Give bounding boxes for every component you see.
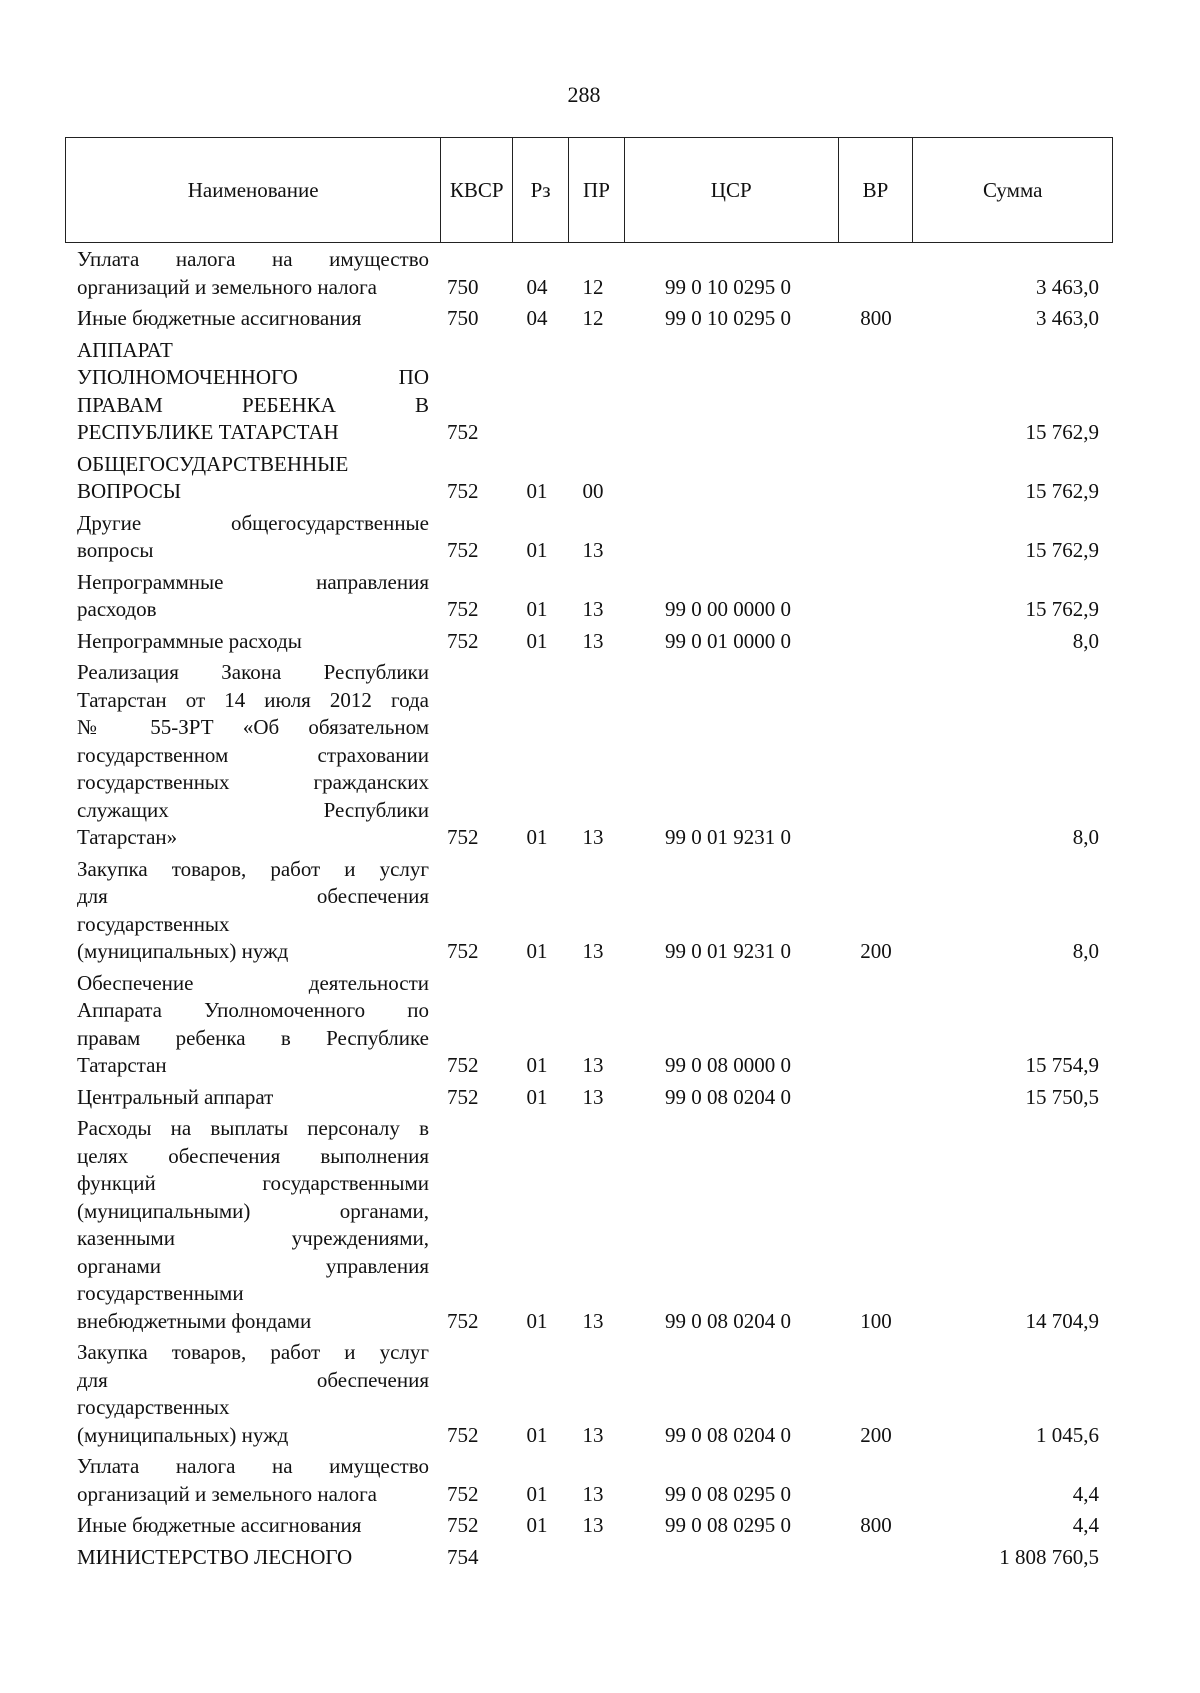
row-sum: 15 762,9 [1025,479,1099,503]
row-name-line: Иные бюджетные ассигнования [77,306,362,330]
table-row [77,1115,1099,1335]
row-name-line: Непрограммные направления [77,569,429,594]
row-rz: 01 [526,1481,548,1506]
row-name [77,659,429,852]
row-name-line: УПОЛНОМОЧЕННОГО ПО [77,365,429,389]
row-pr: 12 [582,274,604,299]
row-kvsr: 752 [447,1481,479,1506]
row-name-line: организаций и земельного налога [77,1481,377,1506]
row-sum: 8,0 [1072,939,1099,963]
row-name-line: Татарстан [77,1053,167,1077]
row-sum: 3 463,0 [1036,274,1099,299]
row-name [77,337,429,447]
table-row [77,569,1099,624]
row-csr: 99 0 08 0204 0 [665,1422,791,1447]
row-rz: 01 [526,825,548,849]
row-name-line: Другие общегосударственные [77,510,429,535]
table-row [77,1339,1099,1449]
header-pr: ПР [569,138,625,242]
row-csr: 99 0 01 9231 0 [665,825,791,849]
row-kvsr: 750 [447,306,479,330]
row-pr: 12 [582,306,604,330]
table-row [77,451,1099,506]
row-pr: 13 [582,597,604,621]
row-rz: 04 [526,306,548,330]
row-name-line: государственных [77,911,230,936]
row-name-line: Расходы на выплаты персоналу в [77,1116,429,1140]
row-name [77,970,429,1080]
table-row [77,856,1099,966]
row-name [77,305,429,333]
row-kvsr: 752 [447,597,479,621]
row-sum: 8,0 [1072,825,1099,849]
row-name-line: вопросы [77,538,154,562]
row-rz: 01 [526,1084,548,1109]
row-kvsr: 754 [447,1544,479,1569]
table-row [77,1084,1099,1112]
row-vr: 200 [860,939,892,963]
row-name [77,1512,429,1540]
row-pr: 13 [582,628,604,653]
row-name-line: Татарстан от 14 июля 2012 года [77,687,429,712]
row-gap [77,1571,1099,1575]
row-pr: 13 [582,1308,604,1333]
row-sum: 1 045,6 [1036,1422,1099,1447]
table-row [77,1453,1099,1508]
row-sum: 8,0 [1072,628,1099,653]
row-name [77,1339,429,1449]
row-rz: 01 [526,1308,548,1333]
row-rz: 01 [526,597,548,621]
row-csr: 99 0 08 0000 0 [665,1053,791,1077]
row-kvsr: 752 [447,1422,479,1447]
row-name-line: Реализация Закона Республики [77,660,429,684]
row-name [77,1115,429,1335]
row-vr: 800 [860,1513,892,1537]
header-csr: ЦСР [625,138,839,242]
row-csr: 99 0 01 9231 0 [665,939,791,963]
row-vr: 800 [860,306,892,330]
table-row [77,659,1099,852]
row-sum: 4,4 [1072,1513,1099,1537]
page-number: 288 [567,82,601,107]
row-name-line: (муниципальных) нужд [77,939,289,963]
row-name-line: МИНИСТЕРСТВО ЛЕСНОГО [77,1544,353,1569]
row-name-line: расходов [77,597,157,621]
row-kvsr: 752 [447,420,479,444]
table-row [77,337,1099,447]
header-name: Наименование [66,138,441,242]
row-sum: 15 762,9 [1025,597,1099,621]
row-name-line: целях обеспечения выполнения [77,1143,429,1168]
header-rz: Рз [513,138,569,242]
row-sum: 15 754,9 [1025,1053,1099,1077]
row-name-line: органами управления [77,1253,429,1278]
row-pr: 13 [582,1422,604,1447]
row-csr: 99 0 08 0204 0 [665,1084,791,1109]
table-row [77,1544,1099,1572]
row-vr: 200 [860,1422,892,1447]
row-kvsr: 752 [447,479,479,503]
row-name [77,1453,429,1508]
row-pr: 00 [582,479,604,503]
row-rz: 01 [526,1422,548,1447]
row-name-line: государственных гражданских [77,770,429,794]
row-rz: 01 [526,628,548,653]
row-sum: 3 463,0 [1036,306,1099,330]
row-name-line: ВОПРОСЫ [77,479,182,503]
row-name-line: Обеспечение деятельности [77,970,429,995]
row-rz: 01 [526,1053,548,1077]
header-vr: ВР [839,138,914,242]
row-name-line: Иные бюджетные ассигнования [77,1513,362,1537]
row-kvsr: 752 [447,1084,479,1109]
row-name [77,628,429,656]
row-csr: 99 0 10 0295 0 [665,274,791,299]
row-pr: 13 [582,1053,604,1077]
row-name-line: ПРАВАМ РЕБЕНКА В [77,392,429,417]
row-name-line: ОБЩЕГОСУДАРСТВЕННЫЕ [77,451,349,476]
row-name-line: Центральный аппарат [77,1084,274,1109]
row-sum: 14 704,9 [1025,1308,1099,1333]
row-sum: 15 762,9 [1025,420,1099,444]
row-name [77,569,429,624]
row-pr: 13 [582,1513,604,1537]
row-name [77,1084,429,1112]
header-sum: Сумма [982,177,1043,202]
row-name-line: функций государственными [77,1171,429,1195]
header-kvsr: КВСР [441,138,513,242]
row-rz: 04 [526,274,548,299]
row-name-line: для обеспечения [77,884,429,908]
row-csr: 99 0 01 0000 0 [665,628,791,653]
row-name-line: Уплата налога на имущество [77,1454,429,1478]
row-csr: 99 0 10 0295 0 [665,306,791,330]
row-name-line: правам ребенка в Республике [77,1025,429,1050]
row-rz: 01 [526,479,548,503]
row-name [77,246,429,301]
table-row [77,246,1099,301]
row-kvsr: 752 [447,1513,479,1537]
row-kvsr: 752 [447,1308,479,1333]
row-name [77,1544,429,1572]
row-name-line: РЕСПУБЛИКЕ ТАТАРСТАН [77,420,339,444]
row-name-line: Уплата налога на имущество [77,247,429,271]
row-name-line: Непрограммные расходы [77,628,302,653]
row-sum: 4,4 [1072,1481,1099,1506]
row-kvsr: 750 [447,274,479,299]
row-csr: 99 0 00 0000 0 [665,597,791,621]
row-pr: 13 [582,939,604,963]
row-name-line: (муниципальными) органами, [77,1198,429,1223]
row-name-line: Аппарата Уполномоченного по [77,998,429,1022]
row-name-line: государственных [77,1395,230,1419]
row-kvsr: 752 [447,628,479,653]
row-rz: 01 [526,1513,548,1537]
row-name [77,451,429,506]
row-name-line: служащих Республики [77,797,429,822]
row-rz: 01 [526,939,548,963]
row-name-line: для обеспечения [77,1367,429,1392]
row-name [77,856,429,966]
row-pr: 13 [582,1481,604,1506]
row-kvsr: 752 [447,825,479,849]
row-name-line: государственном страховании [77,742,429,767]
table-body [77,246,1099,1575]
row-name-line: Татарстан» [77,825,178,849]
row-name-line: организаций и земельного налога [77,274,377,299]
row-kvsr: 752 [447,1053,479,1077]
row-name-line: внебюджетными фондами [77,1308,312,1333]
row-name [77,510,429,565]
row-kvsr: 752 [447,538,479,562]
row-pr: 13 [582,538,604,562]
row-name-line: Закупка товаров, работ и услуг [77,856,429,881]
row-pr: 13 [582,825,604,849]
row-csr: 99 0 08 0295 0 [665,1513,791,1537]
row-sum: 1 808 760,5 [999,1544,1099,1569]
row-name-line: АППАРАТ [77,337,173,362]
row-name-line: государственными [77,1281,244,1305]
row-csr: 99 0 08 0295 0 [665,1481,791,1506]
row-vr: 100 [860,1308,892,1333]
row-name-line: № 55-ЗРТ «Об обязательном [77,715,429,739]
row-sum: 15 762,9 [1025,538,1099,562]
table-row [77,1512,1099,1540]
row-kvsr: 752 [447,939,479,963]
row-name-line: казенными учреждениями, [77,1226,429,1250]
table-row [77,628,1099,656]
row-csr: 99 0 08 0204 0 [665,1308,791,1333]
table-row [77,305,1099,333]
row-name-line: (муниципальных) нужд [77,1422,289,1447]
table-row [77,510,1099,565]
row-pr: 13 [582,1084,604,1109]
row-sum: 15 750,5 [1025,1084,1099,1109]
table-header [65,137,1113,243]
row-rz: 01 [526,538,548,562]
row-name-line: Закупка товаров, работ и услуг [77,1340,429,1364]
table-row [77,970,1099,1080]
